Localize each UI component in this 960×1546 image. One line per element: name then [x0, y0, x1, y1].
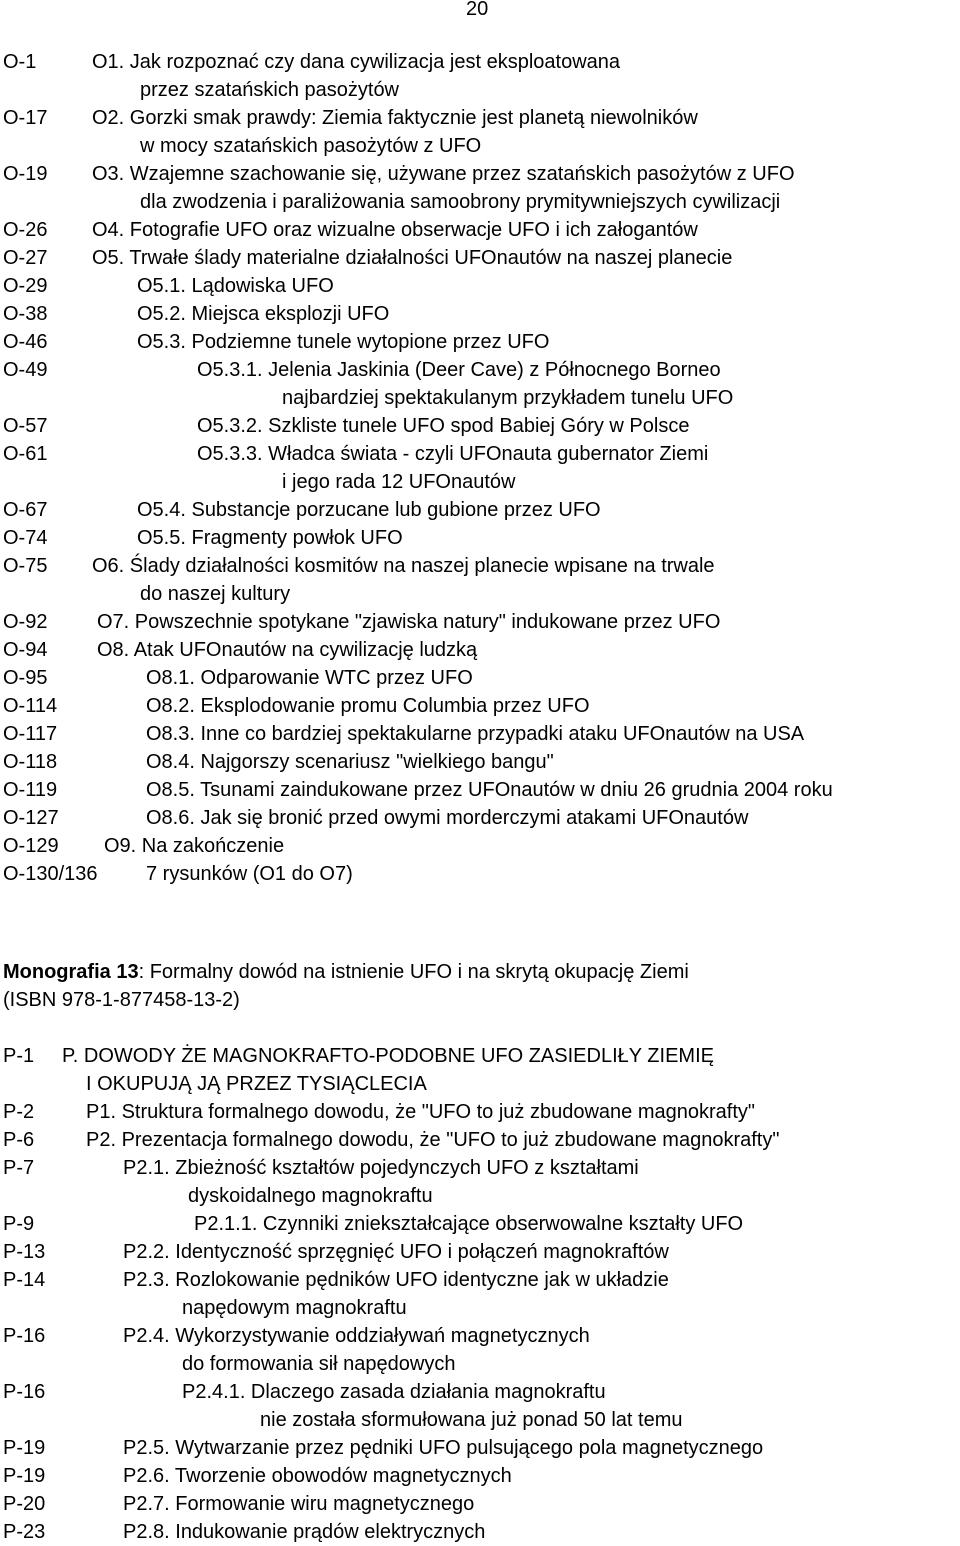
toc-entry	[0, 1154, 960, 1182]
toc-entry-title: P2.7. Formowanie wiru magnetycznego	[123, 1493, 475, 1515]
toc-page-ref: O-127	[3, 807, 59, 829]
toc-page-ref: O-95	[3, 667, 48, 689]
toc-entry-title: P2.5. Wytwarzanie przez pędniki UFO pulsującego pola magnetycznego	[123, 1437, 764, 1459]
toc-page-ref: O-129	[3, 835, 59, 857]
toc-entry-title: dyskoidalnego magnokraftu	[188, 1185, 433, 1207]
toc-entry	[0, 356, 960, 384]
toc-entry-title: O2. Gorzki smak prawdy: Ziemia faktycznie jest planetą niewolników	[92, 107, 698, 129]
toc-page-ref: O-27	[3, 247, 48, 269]
toc-entry-title: P2.2. Identyczność sprzęgnięć UFO i połączeń magnokraftów	[123, 1241, 669, 1263]
toc-entry	[0, 440, 960, 468]
toc-entry-title: O5.3. Podziemne tunele wytopione przez UFO	[137, 331, 550, 353]
toc-page-ref: O-49	[3, 359, 48, 381]
toc-page-ref: O-61	[3, 443, 48, 465]
toc-entry	[0, 720, 960, 748]
toc-entry	[0, 1126, 960, 1154]
toc-page-ref: O-75	[3, 555, 48, 577]
toc-entry	[0, 1294, 960, 1322]
toc-entry-title: P2.6. Tworzenie obowodów magnetycznych	[123, 1465, 512, 1487]
toc-entry-title: dla zwodzenia i paraliżowania samoobrony prymitywniejszych cywilizacji	[140, 191, 781, 213]
toc-page-ref: O-29	[3, 275, 48, 297]
toc-page-ref: P-20	[3, 1493, 46, 1515]
toc-entry-title: O9. Na zakończenie	[104, 835, 285, 857]
toc-entry	[0, 860, 960, 888]
toc-entry-title: P2.4. Wykorzystywanie oddziaływań magnetycznych	[123, 1325, 590, 1347]
toc-page-ref: O-17	[3, 107, 48, 129]
toc-entry-title: O8.3. Inne co bardziej spektakularne przypadki ataku UFOnautów na USA	[146, 723, 805, 745]
toc-entry	[0, 160, 960, 188]
monograph-heading	[0, 958, 960, 986]
monograph-title: : Formalny dowód na istnienie UFO i na skrytą okupację Ziemi	[138, 961, 689, 983]
toc-page-ref: P-19	[3, 1437, 46, 1459]
toc-page-ref: O-94	[3, 639, 48, 661]
toc-entry-title: I OKUPUJĄ JĄ PRZEZ TYSIĄCLECIA	[86, 1073, 427, 1095]
toc-entry	[0, 48, 960, 76]
toc-entry-title: w mocy szatańskich pasożytów z UFO	[140, 135, 482, 157]
toc-entry	[0, 384, 960, 412]
toc-page-ref: P-6	[3, 1129, 35, 1151]
toc-entry-title: P2.8. Indukowanie prądów elektrycznych	[123, 1521, 486, 1543]
toc-entry	[0, 1490, 960, 1518]
toc-page-ref: P-7	[3, 1157, 35, 1179]
toc-entry	[0, 1266, 960, 1294]
toc-entry-title: O8.5. Tsunami zaindukowane przez UFOnautów w dniu 26 grudnia 2004 roku	[146, 779, 833, 801]
toc-entry	[0, 1378, 960, 1406]
toc-page-ref: P-9	[3, 1213, 35, 1235]
toc-entry-title: O6. Ślady działalności kosmitów na naszej planecie wpisane na trwale	[92, 555, 715, 577]
toc-entry	[0, 216, 960, 244]
toc-page-ref: P-16	[3, 1381, 46, 1403]
toc-entry-title: O5.3.3. Władca świata - czyli UFOnauta gubernator Ziemi	[197, 443, 709, 465]
toc-page-ref: O-26	[3, 219, 48, 241]
toc-page-ref: O-46	[3, 331, 48, 353]
section-spacer	[0, 888, 960, 958]
toc-section-o	[0, 48, 960, 888]
toc-entry-title: O3. Wzajemne szachowanie się, używane przez szatańskich pasożytów z UFO	[92, 163, 795, 185]
toc-page-ref: O-114	[3, 695, 58, 717]
toc-entry-title: O5.1. Lądowiska UFO	[137, 275, 334, 297]
toc-entry	[0, 580, 960, 608]
toc-entry-title: O1. Jak rozpoznać czy dana cywilizacja jest eksploatowana	[92, 51, 621, 73]
toc-entry	[0, 1238, 960, 1266]
toc-entry	[0, 1434, 960, 1462]
toc-entry	[0, 1322, 960, 1350]
toc-entry	[0, 496, 960, 524]
toc-entry-title: O5.2. Miejsca eksplozji UFO	[137, 303, 390, 325]
toc-entry-title: P2.1.1. Czynniki zniekształcające obserwowalne kształty UFO	[194, 1213, 744, 1235]
toc-entry-title: O5.3.1. Jelenia Jaskinia (Deer Cave) z Północnego Borneo	[197, 359, 721, 381]
monograph-label: Monografia 13	[3, 961, 139, 983]
toc-page-ref: O-57	[3, 415, 48, 437]
toc-page-ref: O-74	[3, 527, 48, 549]
toc-entry-title: do formowania sił napędowych	[182, 1353, 456, 1375]
toc-entry-title: P2.4.1. Dlaczego zasada działania magnokraftu	[182, 1381, 606, 1403]
toc-entry-title: przez szatańskich pasożytów	[140, 79, 400, 101]
toc-page-ref: O-67	[3, 499, 48, 521]
toc-entry-title: O5.5. Fragmenty powłok UFO	[137, 527, 403, 549]
toc-entry-title: P2.3. Rozlokowanie pędników UFO identyczne jak w układzie	[123, 1269, 669, 1291]
toc-entry-title: O4. Fotografie UFO oraz wizualne obserwacje UFO i ich załogantów	[92, 219, 698, 241]
toc-entry	[0, 1070, 960, 1098]
toc-page-ref: P-2	[3, 1101, 35, 1123]
toc-page-ref: O-1	[3, 51, 37, 73]
toc-entry	[0, 1098, 960, 1126]
toc-entry	[0, 244, 960, 272]
toc-entry-title: napędowym magnokraftu	[182, 1297, 407, 1319]
toc-entry-title: najbardziej spektakulanym przykładem tunelu UFO	[282, 387, 734, 409]
toc-page-ref: O-117	[3, 723, 58, 745]
page-number: 20	[466, 0, 489, 20]
toc-page-ref: O-38	[3, 303, 48, 325]
toc-entry	[0, 776, 960, 804]
table-of-contents	[0, 48, 960, 1546]
toc-entry-title: O5.3.2. Szkliste tunele UFO spod Babiej Góry w Polsce	[197, 415, 690, 437]
toc-entry-title: 7 rysunków (O1 do O7)	[146, 863, 353, 885]
toc-entry	[0, 272, 960, 300]
toc-entry	[0, 300, 960, 328]
monograph-isbn: (ISBN 978-1-877458-13-2)	[3, 989, 240, 1011]
toc-entry-title: nie została sformułowana już ponad 50 lat temu	[260, 1409, 683, 1431]
toc-entry-title: i jego rada 12 UFOnautów	[282, 471, 516, 493]
toc-entry	[0, 748, 960, 776]
toc-entry-title: P1. Struktura formalnego dowodu, że "UFO to już zbudowane magnokrafty"	[86, 1101, 755, 1123]
toc-page-ref: P-14	[3, 1269, 46, 1291]
toc-entry-title: O5. Trwałe ślady materialne działalności UFOnautów na naszej planecie	[92, 247, 733, 269]
toc-entry	[0, 636, 960, 664]
toc-entry	[0, 1042, 960, 1070]
toc-page-ref: P-19	[3, 1465, 46, 1487]
toc-entry	[0, 132, 960, 160]
toc-page-ref: O-118	[3, 751, 58, 773]
toc-page-ref: P-1	[3, 1045, 35, 1067]
toc-section-p	[0, 1042, 960, 1546]
toc-entry	[0, 664, 960, 692]
toc-entry-title: P2.1. Zbieżność kształtów pojedynczych UFO z kształtami	[123, 1157, 639, 1179]
toc-entry	[0, 524, 960, 552]
toc-page-ref: O-19	[3, 163, 48, 185]
toc-entry	[0, 468, 960, 496]
toc-page-ref: O-92	[3, 611, 48, 633]
toc-entry	[0, 104, 960, 132]
toc-entry-title: O8.2. Eksplodowanie promu Columbia przez UFO	[146, 695, 590, 717]
toc-entry	[0, 76, 960, 104]
toc-page-ref: P-23	[3, 1521, 46, 1543]
toc-page-ref: P-13	[3, 1241, 46, 1263]
toc-entry-title: P2. Prezentacja formalnego dowodu, że "UFO to już zbudowane magnokrafty"	[86, 1129, 780, 1151]
toc-entry	[0, 608, 960, 636]
toc-entry	[0, 552, 960, 580]
toc-entry	[0, 188, 960, 216]
toc-entry	[0, 692, 960, 720]
toc-entry	[0, 1182, 960, 1210]
toc-entry	[0, 328, 960, 356]
toc-entry-title: O8.1. Odparowanie WTC przez UFO	[146, 667, 473, 689]
toc-page-ref: P-16	[3, 1325, 46, 1347]
toc-page-ref: O-119	[3, 779, 58, 801]
toc-entry-title: O7. Powszechnie spotykane "zjawiska natury" indukowane przez UFO	[97, 611, 721, 633]
toc-entry	[0, 1406, 960, 1434]
toc-entry	[0, 804, 960, 832]
toc-entry-title: O8. Atak UFOnautów na cywilizację ludzką	[97, 639, 478, 661]
toc-page-ref: O-130/136	[3, 863, 98, 885]
toc-entry	[0, 1462, 960, 1490]
toc-entry-title: O8.6. Jak się bronić przed owymi morderczymi atakami UFOnautów	[146, 807, 749, 829]
toc-entry	[0, 1350, 960, 1378]
toc-entry-title: O5.4. Substancje porzucane lub gubione przez UFO	[137, 499, 601, 521]
toc-entry	[0, 1518, 960, 1546]
toc-entry-title: O8.4. Najgorszy scenariusz "wielkiego bangu"	[146, 751, 554, 773]
section-spacer	[0, 1014, 960, 1042]
toc-entry-title: do naszej kultury	[140, 583, 291, 605]
toc-entry	[0, 412, 960, 440]
toc-entry	[0, 1210, 960, 1238]
toc-entry-title: P. DOWODY ŻE MAGNOKRAFTO-PODOBNE UFO ZASIEDLIŁY ZIEMIĘ	[62, 1045, 714, 1067]
toc-entry	[0, 832, 960, 860]
